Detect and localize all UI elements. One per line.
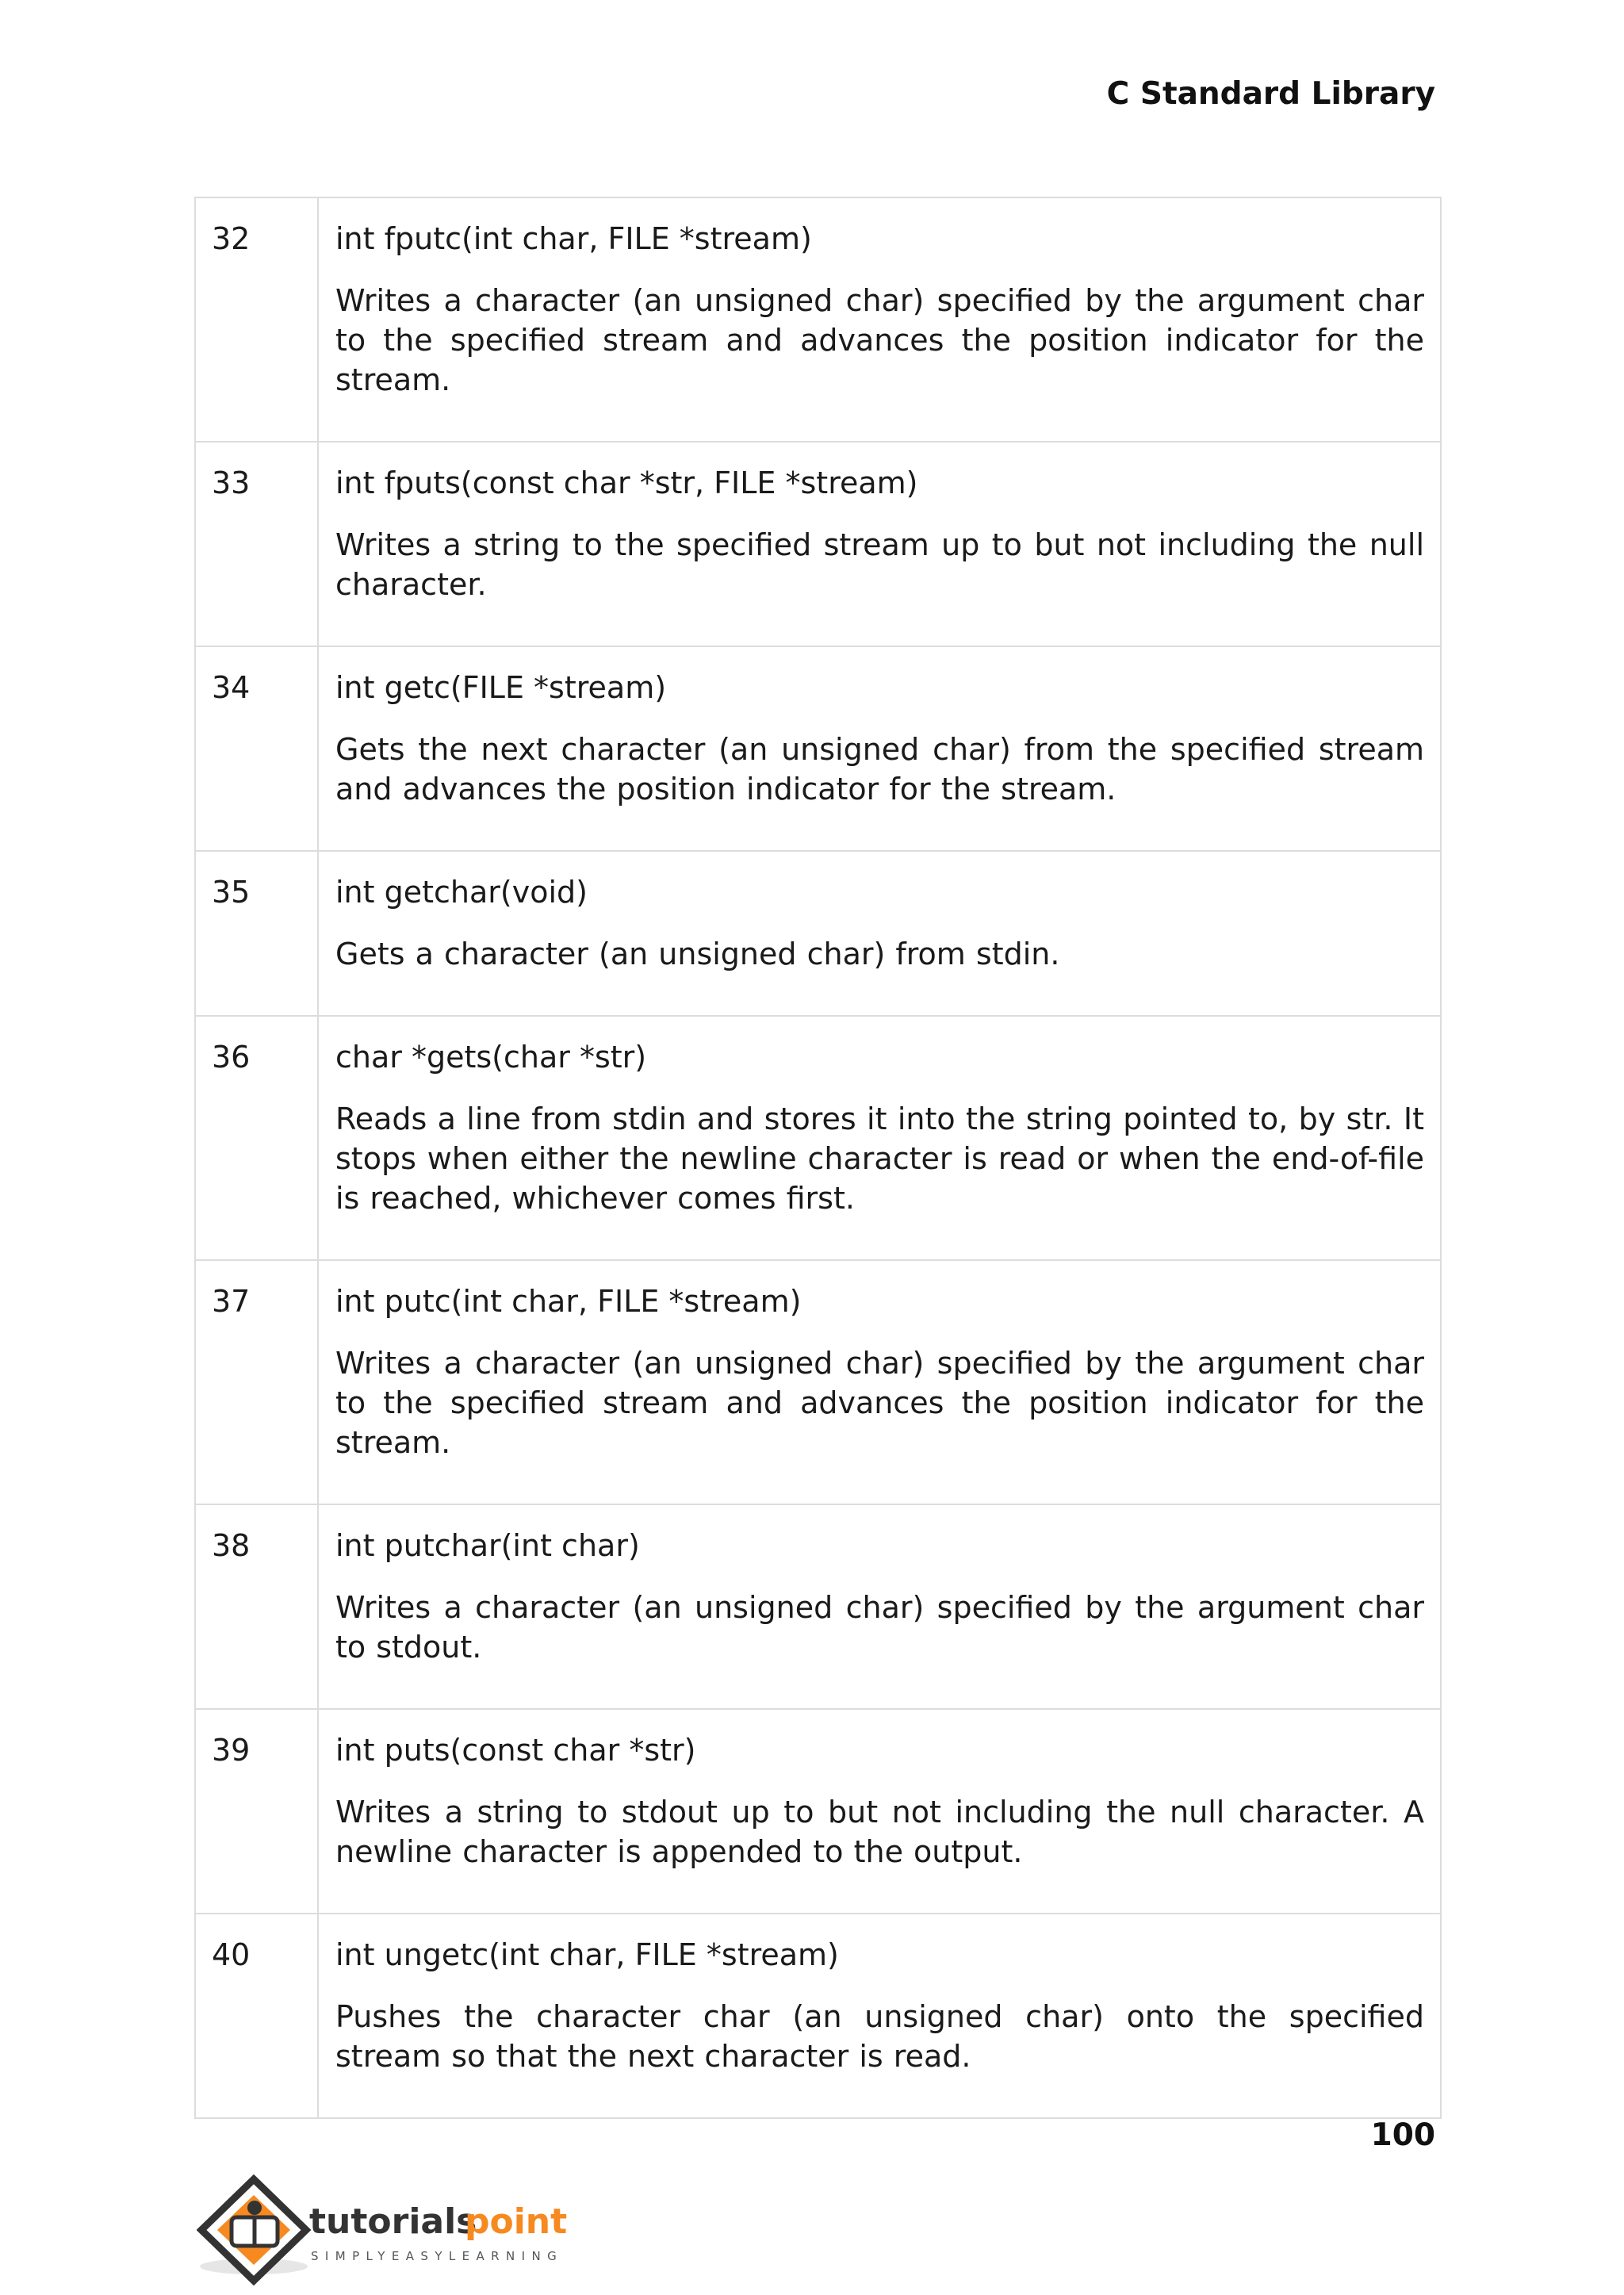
function-table [194, 197, 1442, 2119]
function-number: 35 [195, 851, 318, 1016]
function-description: Reads a line from stdin and stores it into the string pointed to, by str. It stops when either the newline character is read or when the end-of-file is reached, whichever comes first. [335, 1102, 1424, 1216]
function-detail-cell [318, 197, 1441, 442]
function-description: Writes a string to stdout up to but not including the null character. A newline character is appended to the output. [335, 1795, 1424, 1869]
function-signature: int putchar(int char) [335, 1528, 640, 1563]
function-signature: int putc(int char, FILE *stream) [335, 1284, 802, 1319]
function-signature: int getchar(void) [335, 875, 588, 910]
function-detail-cell [318, 646, 1441, 851]
table-row [195, 851, 1441, 1016]
table-row [195, 1504, 1441, 1709]
function-signature: int fputs(const char *str, FILE *stream) [335, 466, 918, 500]
function-description: Gets a character (an unsigned char) from stdin. [335, 937, 1060, 971]
table-row [195, 442, 1441, 646]
function-number: 39 [195, 1709, 318, 1914]
tutorialspoint-logo [197, 2173, 577, 2292]
function-number: 33 [195, 442, 318, 646]
table-row [195, 1016, 1441, 1260]
function-detail-cell [318, 1709, 1441, 1914]
function-detail-cell [318, 1914, 1441, 2118]
function-number: 32 [195, 197, 318, 442]
page-number: 100 [1370, 2117, 1435, 2153]
function-number: 37 [195, 1260, 318, 1504]
table-row [195, 197, 1441, 442]
function-description: Writes a character (an unsigned char) specified by the argument char to stdout. [335, 1590, 1424, 1665]
table-row [195, 646, 1441, 851]
table-row [195, 1709, 1441, 1914]
running-header: C Standard Library [1106, 76, 1435, 112]
function-detail-cell [318, 851, 1441, 1016]
function-description: Pushes the character char (an unsigned char) onto the specified stream so that the next character is read. [335, 1999, 1424, 2074]
function-number: 36 [195, 1016, 318, 1260]
function-detail-cell [318, 1260, 1441, 1504]
function-description: Writes a string to the specified stream up to but not including the null character. [335, 527, 1424, 602]
logo-tagline: SIMPLYEASYLEARNING [311, 2249, 564, 2263]
function-table-body [195, 197, 1441, 2118]
table-row [195, 1260, 1441, 1504]
function-detail-cell [318, 442, 1441, 646]
table-row [195, 1914, 1441, 2118]
logo-wordmark-b: point [465, 2201, 568, 2242]
function-detail-cell [318, 1016, 1441, 1260]
function-signature: int ungetc(int char, FILE *stream) [335, 1937, 839, 1972]
logo-person-head [247, 2201, 262, 2215]
logo-wordmark-a: tutorials [309, 2201, 477, 2242]
function-signature: char *gets(char *str) [335, 1040, 647, 1075]
function-number: 34 [195, 646, 318, 851]
function-signature: int getc(FILE *stream) [335, 670, 667, 705]
function-detail-cell [318, 1504, 1441, 1709]
function-description: Gets the next character (an unsigned char) from the specified stream and advances the position indicator for the stream. [335, 732, 1424, 807]
function-description: Writes a character (an unsigned char) specified by the argument char to the specified stream and advances the position indicator for the stream. [335, 1346, 1424, 1460]
function-description: Writes a character (an unsigned char) specified by the argument char to the specified stream and advances the position indicator for the stream. [335, 283, 1424, 397]
function-signature: int puts(const char *str) [335, 1733, 696, 1768]
function-number: 38 [195, 1504, 318, 1709]
function-signature: int fputc(int char, FILE *stream) [335, 221, 812, 256]
function-number: 40 [195, 1914, 318, 2118]
